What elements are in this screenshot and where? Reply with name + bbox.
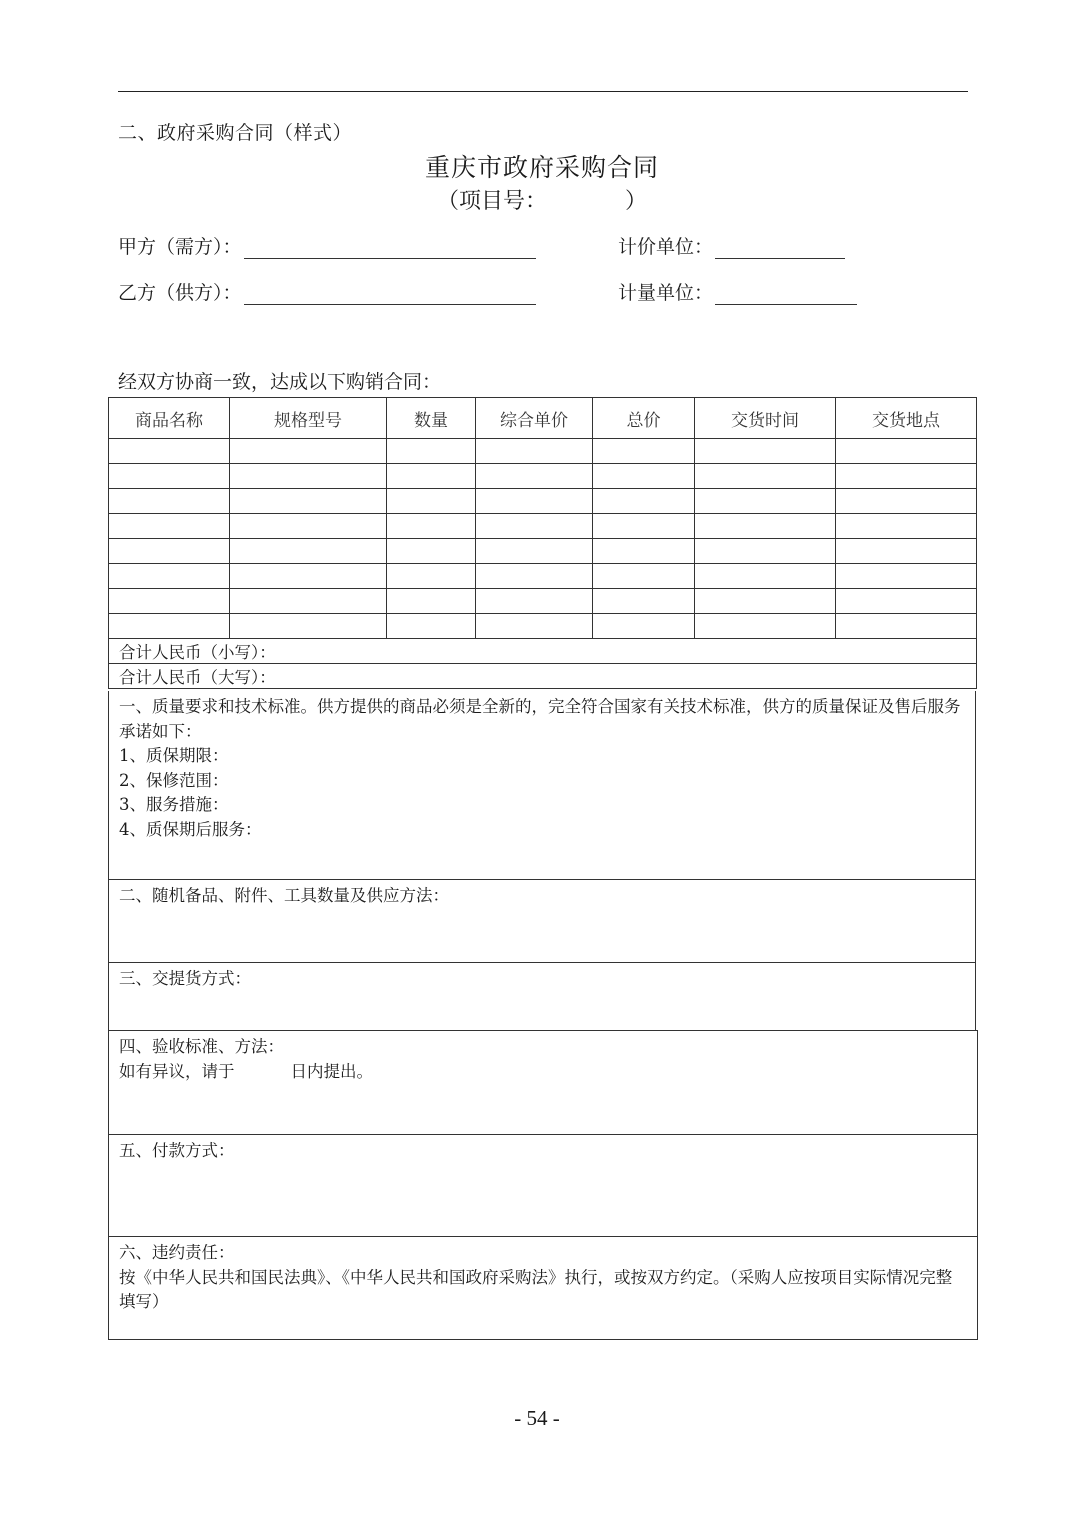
cell-quantity[interactable] (387, 464, 476, 489)
cell-total-price[interactable] (593, 489, 695, 514)
cell-delivery-time[interactable] (695, 614, 836, 639)
price-unit-input[interactable] (715, 238, 845, 259)
goods-table (108, 397, 977, 689)
party-b-field (118, 278, 536, 305)
clause-acceptance[interactable] (108, 1030, 978, 1135)
clause-payment[interactable] (108, 1135, 978, 1237)
total-uppercase[interactable]: 合计人民币（大写）： (109, 664, 977, 689)
section-heading: 二、政府采购合同（样式） (118, 122, 353, 144)
cell-unit-price[interactable] (476, 439, 593, 464)
cell-total-price[interactable] (593, 539, 695, 564)
cell-delivery-place[interactable] (836, 439, 977, 464)
cell-delivery-time[interactable] (695, 589, 836, 614)
header-unit-price: 综合单价 (476, 398, 593, 439)
cell-spec-model[interactable] (230, 539, 387, 564)
clause-breach[interactable] (108, 1237, 978, 1340)
clause-breach-title: 六、违约责任： (119, 1243, 235, 1262)
table-row (109, 514, 977, 539)
cell-product-name[interactable] (109, 514, 230, 539)
clause-quality-text: 一、质量要求和技术标准。供方提供的商品必须是全新的，完全符合国家有关技术标准，供方的质量保证及售后服务承诺如下： (119, 697, 961, 741)
objection-suffix: 日内提出。 (290, 1061, 373, 1081)
cell-delivery-time[interactable] (695, 439, 836, 464)
cell-unit-price[interactable] (476, 589, 593, 614)
quality-item-warranty-period: 1、质保期限： (119, 746, 229, 765)
cell-quantity[interactable] (387, 514, 476, 539)
table-row (109, 539, 977, 564)
cell-delivery-place[interactable] (836, 514, 977, 539)
cell-total-price[interactable] (593, 614, 695, 639)
cell-quantity[interactable] (387, 564, 476, 589)
cell-product-name[interactable] (109, 614, 230, 639)
measure-unit-field (618, 278, 857, 305)
cell-delivery-time[interactable] (695, 489, 836, 514)
clause-payment-title: 五、付款方式： (119, 1141, 235, 1160)
header-delivery-time: 交货时间 (695, 398, 836, 439)
clause-acceptance-title: 四、验收标准、方法： (119, 1037, 284, 1056)
header-rule (118, 91, 968, 92)
total-lowercase[interactable]: 合计人民币（小写）： (109, 639, 977, 664)
cell-unit-price[interactable] (476, 564, 593, 589)
clause-quality[interactable] (108, 691, 976, 880)
header-quantity: 数量 (387, 398, 476, 439)
cell-unit-price[interactable] (476, 489, 593, 514)
cell-quantity[interactable] (387, 489, 476, 514)
party-a-input[interactable] (244, 238, 536, 259)
header-total-price: 总价 (593, 398, 695, 439)
cell-total-price[interactable] (593, 464, 695, 489)
cell-spec-model[interactable] (230, 439, 387, 464)
cell-product-name[interactable] (109, 464, 230, 489)
cell-unit-price[interactable] (476, 514, 593, 539)
cell-product-name[interactable] (109, 439, 230, 464)
cell-product-name[interactable] (109, 564, 230, 589)
cell-total-price[interactable] (593, 564, 695, 589)
table-row (109, 439, 977, 464)
cell-quantity[interactable] (387, 539, 476, 564)
clause-accessories-title: 二、随机备品、附件、工具数量及供应方法： (119, 886, 449, 905)
cell-product-name[interactable] (109, 489, 230, 514)
header-product-name: 商品名称 (109, 398, 230, 439)
cell-delivery-time[interactable] (695, 464, 836, 489)
cell-spec-model[interactable] (230, 489, 387, 514)
cell-delivery-place[interactable] (836, 464, 977, 489)
party-a-field (118, 232, 536, 259)
cell-delivery-time[interactable] (695, 539, 836, 564)
acceptance-objection (119, 1060, 967, 1085)
cell-spec-model[interactable] (230, 614, 387, 639)
clause-accessories[interactable] (108, 880, 976, 963)
project-number (0, 184, 1074, 215)
total-lowercase-row (109, 639, 977, 664)
cell-unit-price[interactable] (476, 464, 593, 489)
cell-unit-price[interactable] (476, 614, 593, 639)
objection-prefix: 如有异议，请于 (119, 1061, 235, 1081)
header-delivery-place: 交货地点 (836, 398, 977, 439)
price-unit-field (618, 232, 845, 259)
table-row (109, 589, 977, 614)
party-a-label: 甲方（需方）： (118, 236, 242, 258)
cell-delivery-place[interactable] (836, 539, 977, 564)
goods-table-header (109, 398, 977, 439)
party-b-label: 乙方（供方）： (118, 282, 242, 304)
clause-breach-text: 按《中华人民共和国民法典》、《中华人民共和国政府采购法》执行，或按双方约定。（采购人应按项目实际情况完整填写） (119, 1267, 953, 1311)
contract-title: 重庆市政府采购合同 (424, 153, 659, 182)
table-row (109, 464, 977, 489)
price-unit-label: 计价单位： (618, 236, 714, 258)
party-b-input[interactable] (244, 284, 536, 305)
table-row (109, 564, 977, 589)
cell-quantity[interactable] (387, 589, 476, 614)
cell-total-price[interactable] (593, 589, 695, 614)
cell-total-price[interactable] (593, 439, 695, 464)
cell-product-name[interactable] (109, 539, 230, 564)
project-number-close: ） (625, 189, 648, 214)
cell-spec-model[interactable] (230, 589, 387, 614)
measure-unit-label: 计量单位： (618, 282, 714, 304)
cell-delivery-place[interactable] (836, 489, 977, 514)
cell-product-name[interactable] (109, 589, 230, 614)
clause-delivery[interactable] (108, 963, 976, 1031)
cell-spec-model[interactable] (230, 464, 387, 489)
table-row (109, 489, 977, 514)
quality-item-post-warranty: 4、质保期后服务： (119, 819, 262, 839)
measure-unit-input[interactable] (715, 284, 857, 305)
cell-spec-model[interactable] (230, 514, 387, 539)
table-row (109, 614, 977, 639)
total-uppercase-row (109, 664, 977, 689)
cell-unit-price[interactable] (476, 539, 593, 564)
intro-text: 经双方协商一致，达成以下购销合同： (118, 371, 442, 393)
cell-delivery-place[interactable] (836, 614, 977, 639)
cell-delivery-place[interactable] (836, 589, 977, 614)
header-spec-model: 规格型号 (230, 398, 387, 439)
cell-delivery-time[interactable] (695, 564, 836, 589)
page-number: - 54 - (514, 1406, 560, 1430)
cell-spec-model[interactable] (230, 564, 387, 589)
cell-quantity[interactable] (387, 439, 476, 464)
clause-delivery-title: 三、交提货方式： (119, 969, 251, 988)
cell-quantity[interactable] (387, 614, 476, 639)
quality-item-repair-scope: 2、保修范围： (119, 770, 229, 790)
cell-total-price[interactable] (593, 514, 695, 539)
quality-item-service-measures: 3、服务措施： (119, 795, 229, 814)
cell-delivery-time[interactable] (695, 514, 836, 539)
project-number-label: （项目号： (436, 189, 547, 214)
cell-delivery-place[interactable] (836, 564, 977, 589)
